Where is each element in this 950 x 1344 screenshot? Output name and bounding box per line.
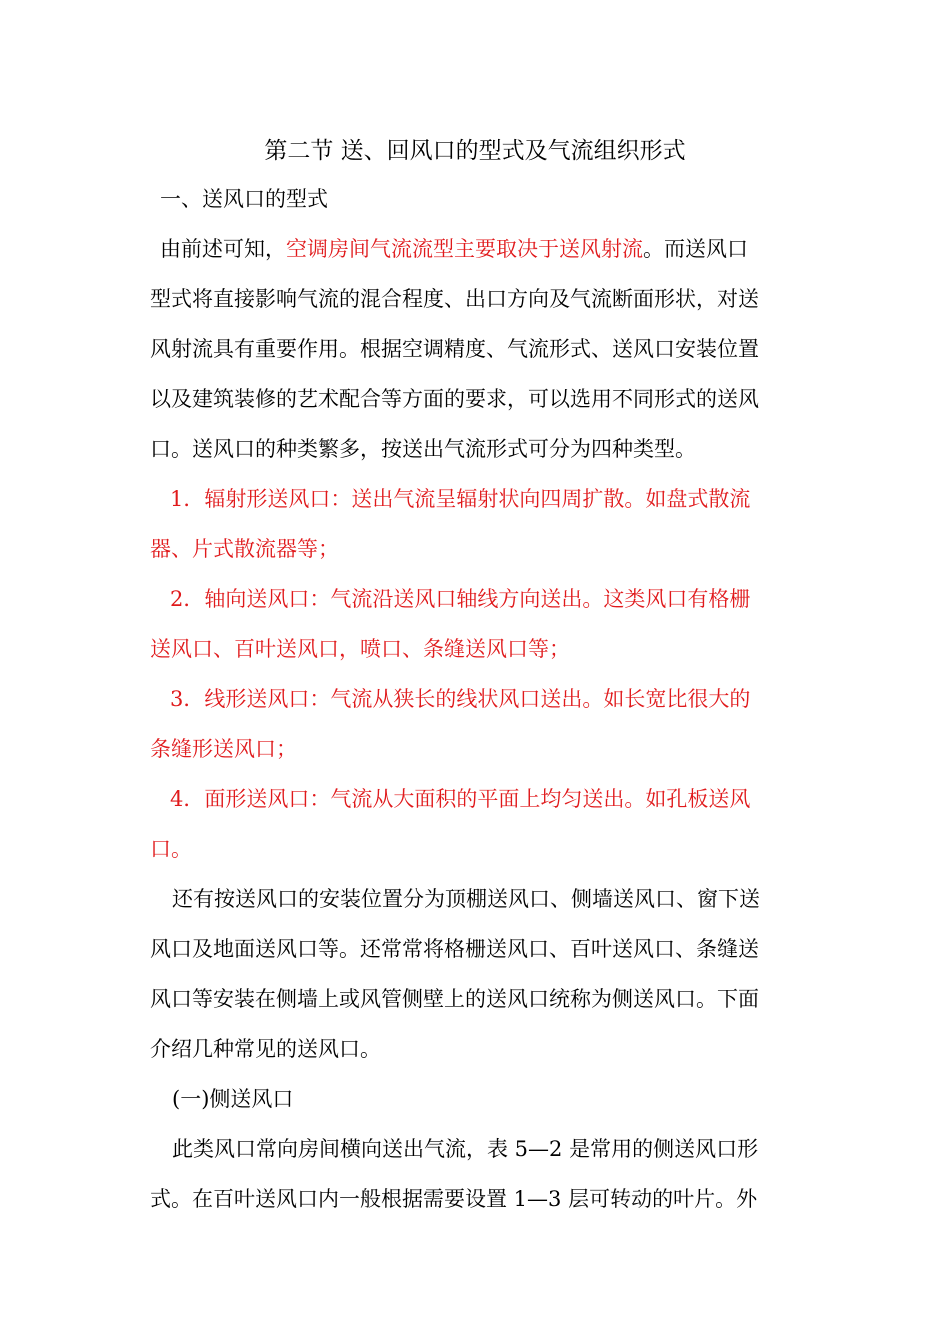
- paragraph-intro-line-2: 型式将直接影响气流的混合程度、出口方向及气流断面形状，对送: [150, 287, 759, 311]
- paragraph-side-outlets-line-2: 式。在百叶送风口内一般根据需要设置 1—3 层可转动的叶片。外: [150, 1187, 758, 1211]
- paragraph-intro-line-4: 以及建筑装修的艺术配合等方面的要求，可以选用不同形式的送风: [150, 387, 759, 411]
- paragraph-intro-line-5: 口。送风口的种类繁多，按送出气流形式可分为四种类型。: [150, 437, 696, 461]
- paragraph-side-outlets-line-1: 此类风口常向房间横向送出气流，表 5—2 是常用的侧送风口形: [172, 1137, 759, 1161]
- paragraph-installation-line-2: 风口及地面送风口等。还常常将格栅送风口、百叶送风口、条缝送: [150, 937, 759, 961]
- paragraph-intro-line-3: 风射流具有重要作用。根据空调精度、气流形式、送风口安装位置: [150, 337, 759, 361]
- paragraph-installation-line-4: 介绍几种常见的送风口。: [150, 1037, 381, 1061]
- intro-tail-text: 。而送风口: [643, 237, 748, 261]
- section-title: 第二节 送、回风口的型式及气流组织形式: [264, 138, 686, 164]
- type-3-line-2: 条缝形送风口；: [150, 737, 297, 761]
- paragraph-installation-line-3: 风口等安装在侧墙上或风管侧壁上的送风口统称为侧送风口。下面: [150, 987, 759, 1011]
- type-1-line-1: 1．辐射形送风口：送出气流呈辐射状向四周扩散。如盘式散流: [170, 487, 751, 511]
- type-2-line-2: 送风口、百叶送风口，喷口、条缝送风口等；: [150, 637, 570, 661]
- heading-air-outlet-types: 一、送风口的型式: [160, 187, 328, 211]
- heading-side-outlets: (一)侧送风口: [172, 1087, 294, 1111]
- intro-emphasis-text: 空调房间气流流型主要取决于送风射流: [286, 237, 643, 261]
- type-3-line-1: 3．线形送风口：气流从狭长的线状风口送出。如长宽比很大的: [170, 687, 751, 711]
- intro-lead-text: 由前述可知，: [160, 237, 286, 261]
- paragraph-installation-line-1: 还有按送风口的安装位置分为顶棚送风口、侧墙送风口、窗下送: [172, 887, 760, 911]
- type-2-line-1: 2．轴向送风口：气流沿送风口轴线方向送出。这类风口有格栅: [170, 587, 751, 611]
- paragraph-intro-line-1: [160, 234, 820, 264]
- type-4-line-1: 4．面形送风口：气流从大面积的平面上均匀送出。如孔板送风: [170, 787, 751, 811]
- type-1-line-2: 器、片式散流器等；: [150, 537, 339, 561]
- type-4-line-2: 口。: [150, 837, 192, 861]
